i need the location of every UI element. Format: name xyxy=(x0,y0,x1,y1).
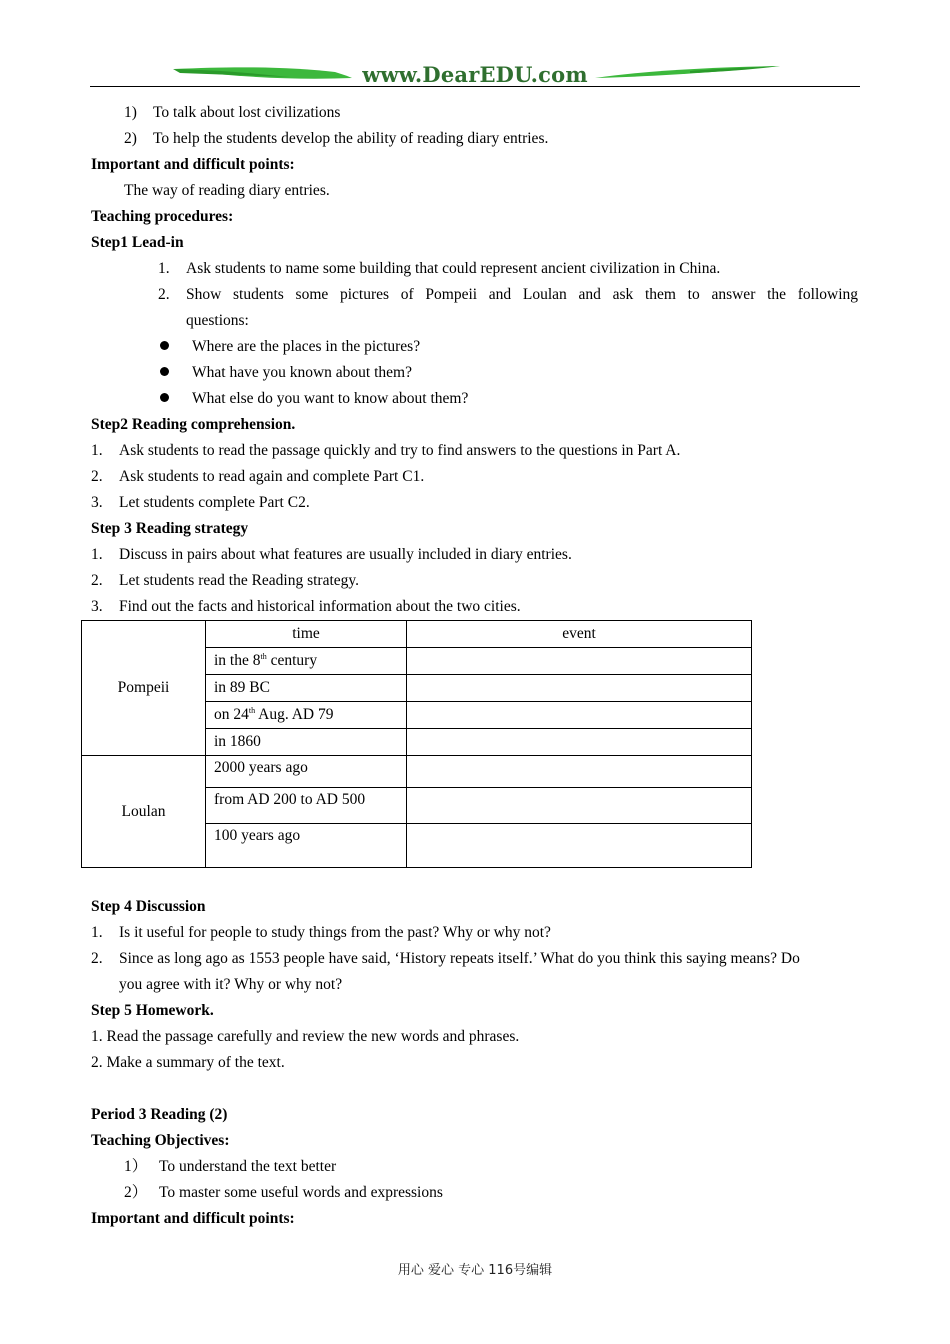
event-cell[interactable] xyxy=(407,648,752,675)
step2-item-2: 2. Ask students to read again and complete Part C1. xyxy=(91,468,425,485)
event-cell[interactable] xyxy=(407,788,752,824)
step1-item-2-line2: questions: xyxy=(186,312,249,329)
step2-item-3: 3. Let students complete Part C2. xyxy=(91,494,310,511)
step3-item-2: 2. Let students read the Reading strategy. xyxy=(91,572,360,589)
step3-heading: Step 3 Reading strategy xyxy=(91,520,249,537)
step5-item-1: 1. Read the passage carefully and review the new words and phrases. xyxy=(91,1028,520,1045)
time-cell: from AD 200 to AD 500 xyxy=(206,788,407,824)
step4-heading: Step 4 Discussion xyxy=(91,898,206,915)
site-url-logo: www.DearEDU.com xyxy=(362,62,588,87)
important-heading: Important and difficult points: xyxy=(91,156,295,173)
time-cell: in 89 BC xyxy=(206,675,407,702)
header-rule xyxy=(90,86,860,87)
col-event-header: event xyxy=(407,621,752,648)
time-cell: in the 8th century xyxy=(206,648,407,675)
bullet-icon xyxy=(160,367,169,376)
objective-2: 2) To help the students develop the ability of reading diary entries. xyxy=(124,130,549,147)
event-cell[interactable] xyxy=(407,824,752,868)
step3-item-1: 1. Discuss in pairs about what features are usually included in diary entries. xyxy=(91,546,572,563)
period3-objectives-heading: Teaching Objectives: xyxy=(91,1132,230,1149)
event-cell[interactable] xyxy=(407,756,752,788)
table-row xyxy=(82,756,752,788)
period3-important-heading: Important and difficult points: xyxy=(91,1210,295,1227)
period3-heading: Period 3 Reading (2) xyxy=(91,1106,228,1123)
facts-table xyxy=(81,620,752,868)
step1-item-2-line1: Show students some pictures of Pompeii and Loulan and ask them to answer the following xyxy=(186,286,858,303)
period3-objective-1: 1） To understand the text better xyxy=(124,1158,337,1175)
event-cell[interactable] xyxy=(407,702,752,729)
table-header-row xyxy=(82,621,752,648)
step2-heading: Step2 Reading comprehension. xyxy=(91,416,296,433)
step1-item-1: 1. Ask students to name some building that could represent ancient civilization in China. xyxy=(158,260,721,277)
procedures-heading: Teaching procedures: xyxy=(91,208,234,225)
step1-item-2-num: 2. xyxy=(158,286,170,303)
important-text: The way of reading diary entries. xyxy=(124,182,330,199)
step4-item-1: 1. Is it useful for people to study things from the past? Why or why not? xyxy=(91,924,551,941)
bullet-icon xyxy=(160,393,169,402)
objective-1: 1) To talk about lost civilizations xyxy=(124,104,341,121)
step2-item-1: 1. Ask students to read the passage quickly and try to find answers to the questions in Part A. xyxy=(91,442,681,459)
col-time-header: time xyxy=(206,621,407,648)
time-cell: on 24th Aug. AD 79 xyxy=(206,702,407,729)
site-header xyxy=(90,58,860,90)
city-pompeii: Pompeii xyxy=(82,621,206,756)
bullet-icon xyxy=(160,341,169,350)
step3-item-3: 3. Find out the facts and historical information about the two cities. xyxy=(91,598,521,615)
step1-bullet-3: What else do you want to know about them? xyxy=(192,390,469,407)
event-cell[interactable] xyxy=(407,675,752,702)
step5-heading: Step 5 Homework. xyxy=(91,1002,214,1019)
step5-item-2: 2. Make a summary of the text. xyxy=(91,1054,285,1071)
step4-item-2-line2: you agree with it? Why or why not? xyxy=(119,976,343,993)
city-loulan: Loulan xyxy=(82,756,206,868)
period3-objective-2: 2） To master some useful words and expressions xyxy=(124,1184,443,1201)
event-cell[interactable] xyxy=(407,729,752,756)
step4-item-2-num: 2. xyxy=(91,950,103,967)
time-cell: 2000 years ago xyxy=(206,756,407,788)
step1-bullet-1: Where are the places in the pictures? xyxy=(192,338,421,355)
page-footer: 用心 爱心 专心 116号编辑 xyxy=(397,1263,553,1278)
step1-heading: Step1 Lead-in xyxy=(91,234,184,251)
step4-item-2-line1: Since as long ago as 1553 people have said, ‘History repeats itself.’ What do you think this saying means? Do xyxy=(119,950,800,967)
time-cell: 100 years ago xyxy=(206,824,407,868)
step1-bullet-2: What have you known about them? xyxy=(192,364,412,381)
time-cell: in 1860 xyxy=(206,729,407,756)
